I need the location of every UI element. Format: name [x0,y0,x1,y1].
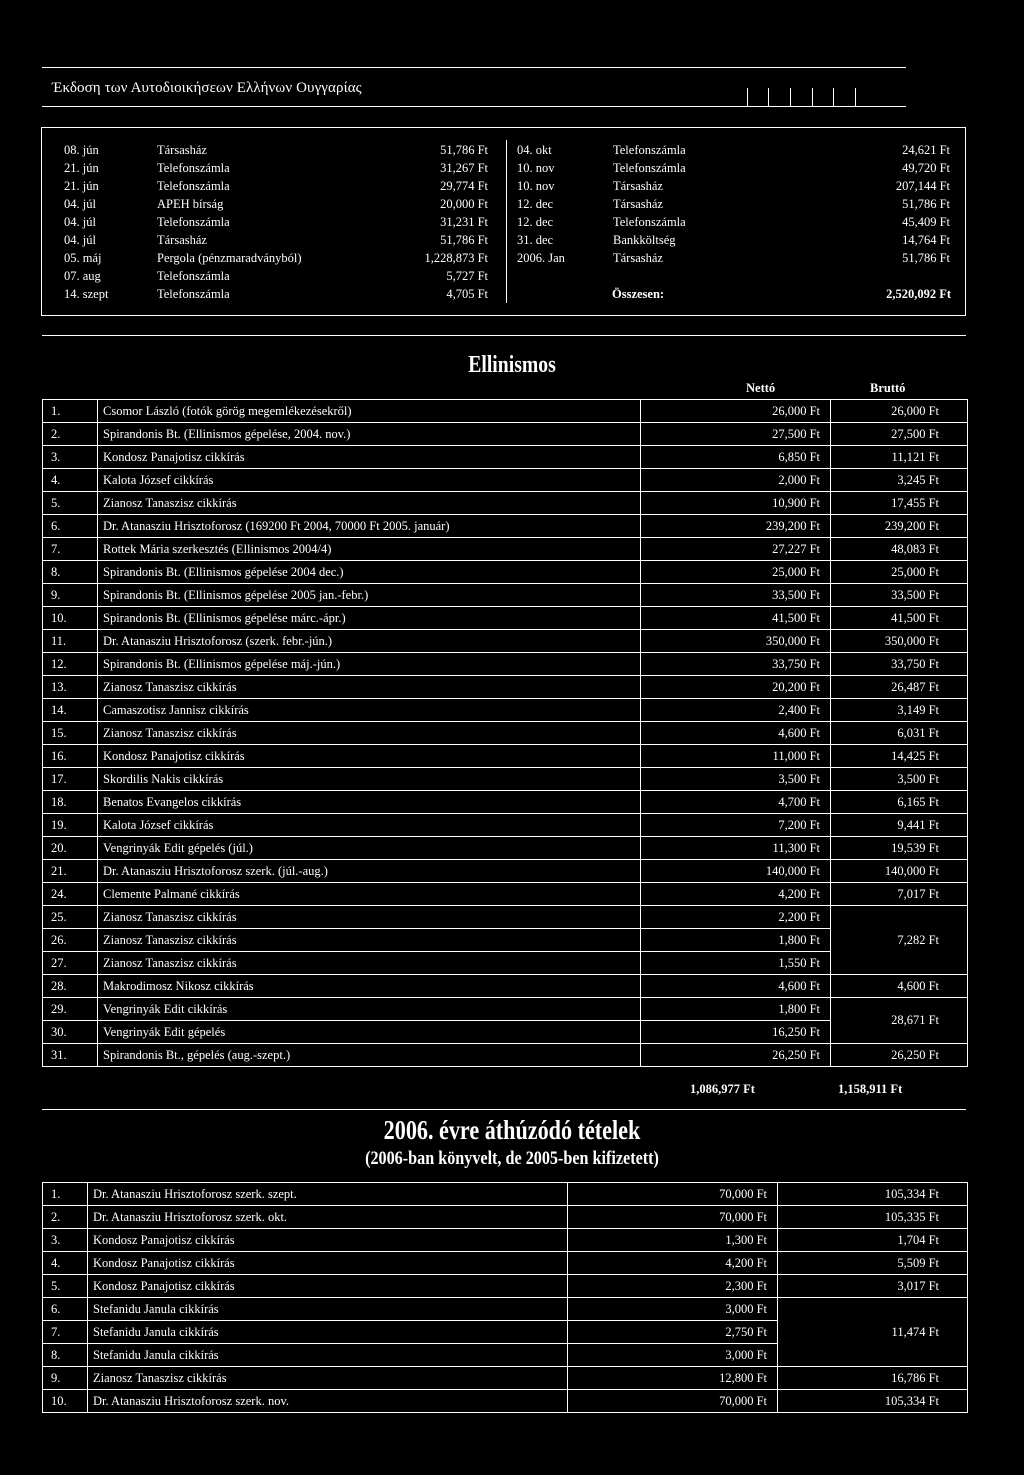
ledger-date: 2006. Jan [517,251,565,265]
ledger-description: Telefonszámla [613,161,686,175]
brutto-value: 3,500 Ft [831,768,968,791]
expense-ledger [41,127,966,316]
brutto-value: 19,539 Ft [831,837,968,860]
ledger-description: Telefonszámla [157,269,230,283]
netto-value: 11,000 Ft [641,745,831,768]
row-description: Dr. Atanasziu Hrisztoforosz (169200 Ft 2004, 70000 Ft 2005. január) [98,515,641,538]
row-description: Zianosz Tanaszisz cikkírás [98,952,641,975]
ledger-description: Telefonszámla [157,179,230,193]
ellinismos-title: Ellinismos [468,352,556,378]
netto-value: 70,000 Ft [568,1390,778,1413]
table-row [43,515,968,538]
row-index: 3. [43,1229,88,1252]
row-description: Vengrinyák Edit gépelés (júl.) [98,837,641,860]
ledger-amount: 51,786 Ft [440,143,488,157]
ledger-amount: 4,705 Ft [446,287,488,301]
total-brutto: 1,158,911 Ft [838,1082,903,1096]
netto-value: 2,750 Ft [568,1321,778,1344]
row-index: 9. [43,1367,88,1390]
brutto-value: 9,441 Ft [831,814,968,837]
ledger-description: Társasház [613,251,663,265]
table-row [43,1367,968,1390]
table-row [43,538,968,561]
brutto-value: 41,500 Ft [831,607,968,630]
ledger-row [42,213,967,231]
ledger-description: Telefonszámla [157,287,230,301]
ledger-description: Társasház [157,233,207,247]
ledger-row [42,267,967,285]
ledger-amount: 1,228,873 Ft [424,251,488,265]
ledger-date: 21. jún [64,161,99,175]
row-description: Clemente Palmané cikkírás [98,883,641,906]
netto-value: 1,800 Ft [641,998,831,1021]
ledger-total-row [42,285,967,303]
row-description: Stefanidu Janula cikkírás [88,1344,568,1367]
netto-value: 41,500 Ft [641,607,831,630]
brutto-value: 350,000 Ft [831,630,968,653]
carryover-table [42,1182,968,1413]
header-bottom-rule [42,106,906,107]
netto-value: 20,200 Ft [641,676,831,699]
ellinismos-table [42,399,968,1067]
row-index: 31. [43,1044,98,1067]
brutto-value: 11,474 Ft [778,1298,968,1367]
netto-value: 350,000 Ft [641,630,831,653]
ledger-total-label: Összesen: [612,287,665,301]
row-description: Dr. Atanasziu Hrisztoforosz (szerk. febr.-jún.) [98,630,641,653]
row-index: 10. [43,607,98,630]
row-description: Zianosz Tanaszisz cikkírás [88,1367,568,1390]
row-description: Spirandonis Bt. (Ellinismos gépelése máj.-jún.) [98,653,641,676]
table-row [43,1252,968,1275]
brutto-value: 6,031 Ft [831,722,968,745]
row-index: 30. [43,1021,98,1044]
table-row [43,745,968,768]
ledger-amount: 29,774 Ft [440,179,488,193]
ledger-amount: 24,621 Ft [902,143,950,157]
netto-value: 2,400 Ft [641,699,831,722]
netto-value: 11,300 Ft [641,837,831,860]
ledger-description: Telefonszámla [613,215,686,229]
table-row [43,929,968,952]
row-description: Vengrinyák Edit gépelés [98,1021,641,1044]
brutto-value: 26,000 Ft [831,400,968,423]
row-index: 5. [43,1275,88,1298]
brutto-column-header: Bruttó [870,381,906,395]
ledger-date: 08. jún [64,143,99,157]
row-description: Spirandonis Bt. (Ellinismos gépelése 2004 dec.) [98,561,641,584]
total-netto: 1,086,977 Ft [690,1082,755,1096]
row-description: Kondosz Panajotisz cikkírás [98,745,641,768]
ledger-description: Társasház [613,179,663,193]
ledger-date: 05. máj [64,251,102,265]
header-bar-mark [747,88,748,106]
row-description: Spirandonis Bt., gépelés (aug.-szept.) [98,1044,641,1067]
row-description: Spirandonis Bt. (Ellinismos gépelése, 2004. nov.) [98,423,641,446]
ledger-date: 14. szept [64,287,109,301]
header-bar-mark [812,88,813,106]
row-description: Spirandonis Bt. (Ellinismos gépelése 2005 jan.-febr.) [98,584,641,607]
netto-value: 140,000 Ft [641,860,831,883]
table-row [43,814,968,837]
table-row [43,607,968,630]
row-index: 1. [43,1183,88,1206]
row-description: Zianosz Tanaszisz cikkírás [98,722,641,745]
row-description: Dr. Atanasziu Hrisztoforosz szerk. szept. [88,1183,568,1206]
ledger-date: 04. júl [64,197,96,211]
netto-value: 10,900 Ft [641,492,831,515]
row-index: 15. [43,722,98,745]
ledger-amount: 45,409 Ft [902,215,950,229]
header-bar-mark [790,88,791,106]
brutto-value: 4,600 Ft [831,975,968,998]
brutto-value: 25,000 Ft [831,561,968,584]
row-description: Zianosz Tanaszisz cikkírás [98,929,641,952]
row-description: Benatos Evangelos cikkírás [98,791,641,814]
netto-value: 6,850 Ft [641,446,831,469]
brutto-value: 26,250 Ft [831,1044,968,1067]
table-row [43,400,968,423]
row-index: 27. [43,952,98,975]
row-description: Stefanidu Janula cikkírás [88,1321,568,1344]
row-index: 5. [43,492,98,515]
header-bar-mark [768,88,769,106]
netto-value: 1,300 Ft [568,1229,778,1252]
ledger-amount: 20,000 Ft [440,197,488,211]
brutto-value: 140,000 Ft [831,860,968,883]
ledger-description: Telefonszámla [157,215,230,229]
table-row [43,630,968,653]
row-description: Kalota József cikkírás [98,814,641,837]
netto-value: 27,227 Ft [641,538,831,561]
brutto-value: 105,334 Ft [778,1183,968,1206]
row-index: 6. [43,515,98,538]
table-row [43,423,968,446]
row-index: 19. [43,814,98,837]
header-bar-mark [833,88,834,106]
row-description: Dr. Atanasziu Hrisztoforosz szerk. okt. [88,1206,568,1229]
row-index: 25. [43,906,98,929]
row-index: 17. [43,768,98,791]
table-row [43,1021,968,1044]
brutto-value: 33,500 Ft [831,584,968,607]
row-index: 4. [43,1252,88,1275]
brutto-value: 17,455 Ft [831,492,968,515]
row-description: Dr. Atanasziu Hrisztoforosz szerk. nov. [88,1390,568,1413]
table-row [43,653,968,676]
netto-value: 4,200 Ft [641,883,831,906]
table-row [43,998,968,1021]
ledger-amount: 51,786 Ft [902,197,950,211]
table-row [43,837,968,860]
row-index: 26. [43,929,98,952]
netto-value: 12,800 Ft [568,1367,778,1390]
netto-value: 4,700 Ft [641,791,831,814]
row-index: 7. [43,538,98,561]
ledger-row [42,195,967,213]
row-index: 24. [43,883,98,906]
header-top-rule [42,67,906,68]
table-row [43,446,968,469]
row-index: 2. [43,1206,88,1229]
row-index: 6. [43,1298,88,1321]
ledger-description: APEH bírság [157,197,224,211]
table-row [43,584,968,607]
table-row [43,952,968,975]
netto-value: 2,000 Ft [641,469,831,492]
row-index: 21. [43,860,98,883]
table-row [43,975,968,998]
brutto-value: 6,165 Ft [831,791,968,814]
netto-value: 2,200 Ft [641,906,831,929]
table-row [43,722,968,745]
row-description: Zianosz Tanaszisz cikkírás [98,492,641,515]
carryover-title: 2006. évre áthúzódó tételek [383,1115,641,1145]
row-description: Skordilis Nakis cikkírás [98,768,641,791]
ledger-date: 31. dec [517,233,554,247]
netto-value: 7,200 Ft [641,814,831,837]
netto-value: 16,250 Ft [641,1021,831,1044]
netto-value: 26,000 Ft [641,400,831,423]
brutto-value: 48,083 Ft [831,538,968,561]
page-header-title: Έκδοση των Αυτοδιοικήσεων Ελλήνων Ουγγαρίας [52,80,362,96]
ledger-amount: 51,786 Ft [440,233,488,247]
table-row [43,1183,968,1206]
table-row [43,561,968,584]
ledger-amount: 49,720 Ft [902,161,950,175]
brutto-value: 105,335 Ft [778,1206,968,1229]
brutto-value: 14,425 Ft [831,745,968,768]
ledger-date: 04. júl [64,233,96,247]
ledger-amount: 31,267 Ft [440,161,488,175]
row-description: Csomor László (fotók görög megemlékezésekről) [98,400,641,423]
row-index: 11. [43,630,98,653]
row-description: Makrodimosz Nikosz cikkírás [98,975,641,998]
row-description: Rottek Mária szerkesztés (Ellinismos 2004/4) [98,538,641,561]
table-row [43,1390,968,1413]
ledger-description: Bankköltség [613,233,676,247]
row-index: 4. [43,469,98,492]
row-description: Kalota József cikkírás [98,469,641,492]
row-description: Kondosz Panajotisz cikkírás [98,446,641,469]
ledger-date: 21. jún [64,179,99,193]
table-row [43,860,968,883]
row-description: Kondosz Panajotisz cikkírás [88,1275,568,1298]
row-index: 2. [43,423,98,446]
brutto-value: 1,704 Ft [778,1229,968,1252]
brutto-value: 239,200 Ft [831,515,968,538]
ledger-row [42,177,967,195]
netto-value: 4,600 Ft [641,722,831,745]
brutto-value: 5,509 Ft [778,1252,968,1275]
netto-value: 3,000 Ft [568,1298,778,1321]
row-index: 7. [43,1321,88,1344]
ledger-description: Társasház [613,197,663,211]
ledger-date: 04. júl [64,215,96,229]
brutto-value: 11,121 Ft [831,446,968,469]
netto-column-header: Nettó [746,381,776,395]
row-index: 8. [43,1344,88,1367]
ledger-date: 10. nov [517,161,555,175]
netto-value: 1,550 Ft [641,952,831,975]
ledger-row [42,141,967,159]
table-row [43,1298,968,1321]
netto-value: 3,500 Ft [641,768,831,791]
row-index: 13. [43,676,98,699]
ledger-date: 04. okt [517,143,552,157]
row-index: 3. [43,446,98,469]
table-row [43,1206,968,1229]
brutto-value: 26,487 Ft [831,676,968,699]
brutto-value: 33,750 Ft [831,653,968,676]
row-index: 1. [43,400,98,423]
ledger-total-value: 2,520,092 Ft [886,287,951,301]
row-index: 20. [43,837,98,860]
table-row [43,906,968,929]
row-index: 14. [43,699,98,722]
ledger-row [42,249,967,267]
ledger-date: 07. aug [64,269,101,283]
netto-value: 70,000 Ft [568,1183,778,1206]
table-row [43,492,968,515]
row-index: 8. [43,561,98,584]
ledger-row [42,231,967,249]
netto-value: 26,250 Ft [641,1044,831,1067]
ledger-amount: 207,144 Ft [895,179,950,193]
table-row [43,1044,968,1067]
brutto-value: 28,671 Ft [831,998,968,1044]
netto-value: 1,800 Ft [641,929,831,952]
row-index: 10. [43,1390,88,1413]
ledger-row [42,159,967,177]
brutto-value: 7,017 Ft [831,883,968,906]
header-bar-mark [855,88,856,106]
row-description: Kondosz Panajotisz cikkírás [88,1229,568,1252]
table-row [43,676,968,699]
row-description: Spirandonis Bt. (Ellinismos gépelése márc.-ápr.) [98,607,641,630]
netto-value: 3,000 Ft [568,1344,778,1367]
row-index: 12. [43,653,98,676]
ledger-amount: 51,786 Ft [902,251,950,265]
row-description: Vengrinyák Edit cikkírás [98,998,641,1021]
row-description: Kondosz Panajotisz cikkírás [88,1252,568,1275]
brutto-value: 27,500 Ft [831,423,968,446]
row-description: Camaszotisz Jannisz cikkírás [98,699,641,722]
netto-value: 33,500 Ft [641,584,831,607]
ledger-amount: 5,727 Ft [446,269,488,283]
brutto-value: 7,282 Ft [831,906,968,975]
row-description: Zianosz Tanaszisz cikkírás [98,906,641,929]
brutto-value: 3,245 Ft [831,469,968,492]
row-index: 29. [43,998,98,1021]
table-row [43,1275,968,1298]
section-rule [42,335,966,336]
table-row [43,469,968,492]
row-description: Zianosz Tanaszisz cikkírás [98,676,641,699]
carryover-subtitle: (2006-ban könyvelt, de 2005-ben kifizetett) [365,1148,659,1169]
brutto-value: 105,334 Ft [778,1390,968,1413]
brutto-value: 16,786 Ft [778,1367,968,1390]
netto-value: 4,200 Ft [568,1252,778,1275]
row-index: 16. [43,745,98,768]
brutto-value: 3,017 Ft [778,1275,968,1298]
netto-value: 27,500 Ft [641,423,831,446]
ledger-date: 12. dec [517,215,554,229]
brutto-value: 3,149 Ft [831,699,968,722]
netto-value: 4,600 Ft [641,975,831,998]
row-description: Dr. Atanasziu Hrisztoforosz szerk. (júl.-aug.) [98,860,641,883]
row-description: Stefanidu Janula cikkírás [88,1298,568,1321]
ledger-description: Társasház [157,143,207,157]
table-row [43,699,968,722]
row-index: 28. [43,975,98,998]
table-row [43,1229,968,1252]
netto-value: 70,000 Ft [568,1206,778,1229]
ledger-date: 12. dec [517,197,554,211]
row-index: 18. [43,791,98,814]
netto-value: 25,000 Ft [641,561,831,584]
table-row [43,883,968,906]
ledger-amount: 14,764 Ft [902,233,950,247]
ledger-description: Telefonszámla [613,143,686,157]
netto-value: 2,300 Ft [568,1275,778,1298]
row-index: 9. [43,584,98,607]
ledger-amount: 31,231 Ft [440,215,488,229]
netto-value: 33,750 Ft [641,653,831,676]
ledger-description: Pergola (pénzmaradványból) [157,251,302,265]
ledger-description: Telefonszámla [157,161,230,175]
section-rule [42,1109,966,1110]
netto-value: 239,200 Ft [641,515,831,538]
table-row [43,791,968,814]
ledger-date: 10. nov [517,179,555,193]
table-row [43,768,968,791]
